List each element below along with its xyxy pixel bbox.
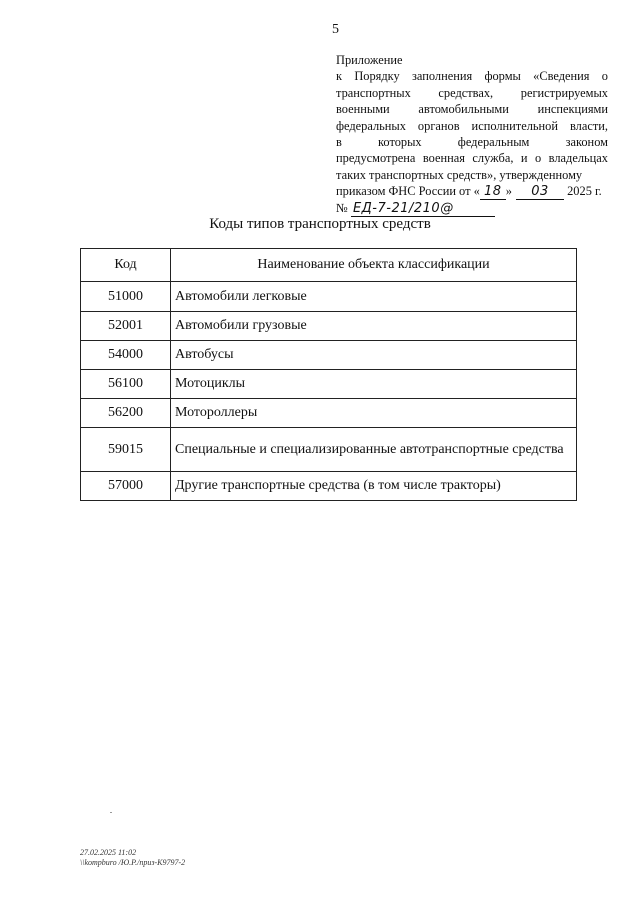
appendix-line: предусмотрена военная служба, и о владельцах [336,151,608,166]
footer-timestamp: 27.02.2025 11:02 [80,848,137,857]
print-footer [80,848,185,868]
appendix-line: военными автомобильными инспекциями [336,102,608,117]
appendix-line: в которых федеральным законом [336,135,608,150]
appendix-line: Приложение [336,53,403,67]
cell-code: 54000 [81,341,171,370]
cell-name: Специальные и специализированные автотранспортные средства [171,428,577,472]
order-year: 2025 г. [567,184,602,199]
table-row [81,312,577,341]
order-day: 18 [480,185,506,200]
appendix-line: таких транспортных средств», утвержденному [336,167,583,182]
order-number-line [336,200,608,217]
scan-speck [110,812,112,813]
footer-path: \\kompburo /Ю.Р./приз-К9797-2 [80,858,186,867]
order-prefix: приказом ФНС России от « [336,184,480,199]
cell-name: Автомобили грузовые [171,312,577,341]
appendix-line: транспортных средствах, регистрируемых [336,85,608,100]
header-name: Наименование объекта классификации [171,249,577,282]
cell-code: 51000 [81,282,171,312]
cell-name: Другие транспортные средства (в том числе тракторы) [171,472,577,501]
cell-code: 56200 [81,399,171,428]
cell-name: Мотоциклы [171,370,577,399]
table-row [81,428,577,472]
table-row [81,399,577,428]
appendix-line: к Порядку заполнения формы «Сведения о [336,69,608,84]
table-row [81,370,577,399]
page-number: 5 [332,22,339,37]
order-number: ЕД-7-21/210@ [351,202,495,217]
appendix-block [336,52,608,217]
table-row [81,472,577,501]
cell-name: Автобусы [171,341,577,370]
order-number-prefix: № [336,201,348,216]
cell-name: Мотороллеры [171,399,577,428]
cell-code: 59015 [81,428,171,472]
table-row [81,282,577,312]
order-date-line [336,183,608,200]
table-header-row [81,249,577,282]
header-code: Код [81,249,171,282]
vehicle-codes-table [80,248,577,501]
cell-name: Автомобили легковые [171,282,577,312]
cell-code: 57000 [81,472,171,501]
cell-code: 52001 [81,312,171,341]
appendix-line: федеральных органов исполнительной власти, [336,118,608,133]
table-row [81,341,577,370]
cell-code: 56100 [81,370,171,399]
order-month: 03 [516,185,564,200]
order-quote-close: » [505,184,512,199]
document-title: Коды типов транспортных средств [209,216,431,232]
